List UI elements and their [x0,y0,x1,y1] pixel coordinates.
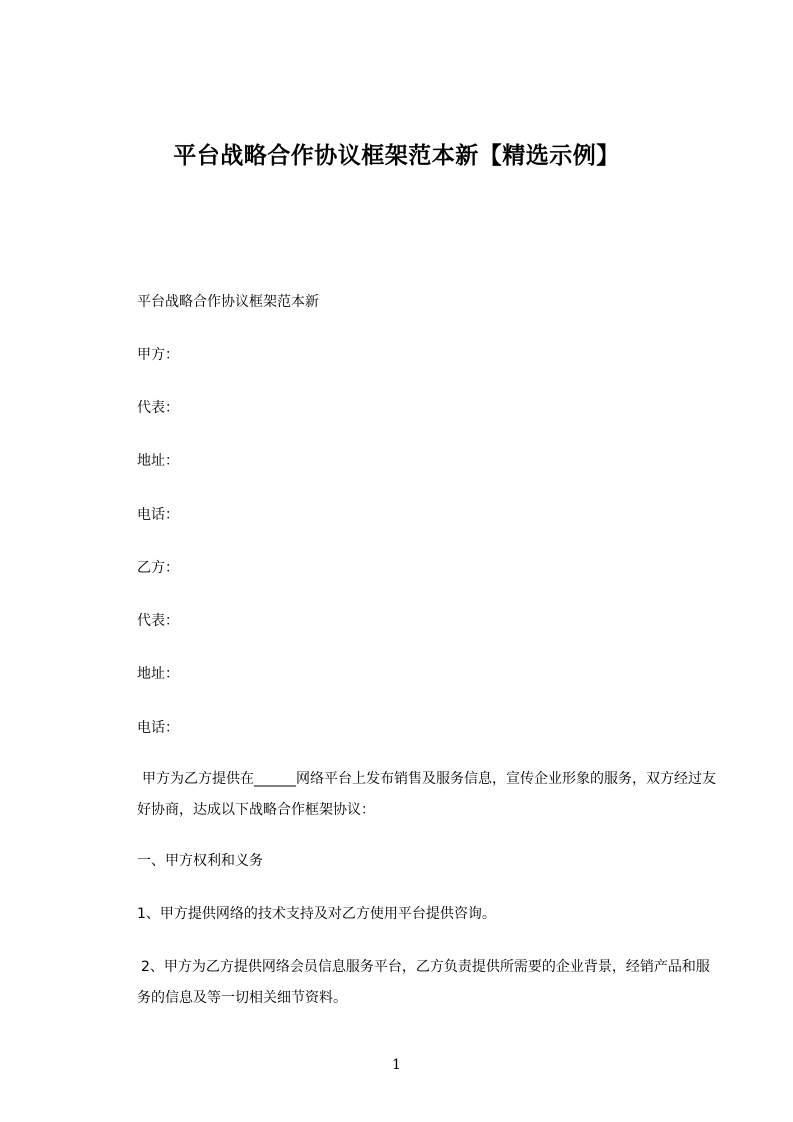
clause-2: 2、甲方为乙方提供网络会员信息服务平台，乙方负责提供所需要的企业背景，经销产品和服务的信息及等一切相关细节资料。 [137,959,710,1006]
document-title: 平台战略合作协议框架范本新【精选示例】 [173,143,620,169]
section-heading-party-a-rights: 一、甲方权利和义务 [137,853,263,869]
party-b-label: 乙方： [137,560,179,576]
intro-paragraph: 甲方为乙方提供在______网络平台上发布销售及服务信息，宣传企业形象的服务，双方经过友好协商，达成以下战略合作框架协议： [137,771,716,818]
document-subtitle: 平台战略合作协议框架范本新 [137,294,319,310]
party-a-label: 甲方： [137,347,179,363]
party-b-phone: 电话： [137,720,179,736]
party-a-address: 地址： [137,453,179,469]
party-b-address: 地址： [137,666,179,682]
page-number: 1 [392,1057,401,1073]
party-a-phone: 电话： [137,507,179,523]
party-b-representative: 代表： [137,613,179,629]
clause-1: 1、甲方提供网络的技术支持及对乙方使用平台提供咨询。 [137,906,496,922]
party-a-representative: 代表： [137,400,179,416]
